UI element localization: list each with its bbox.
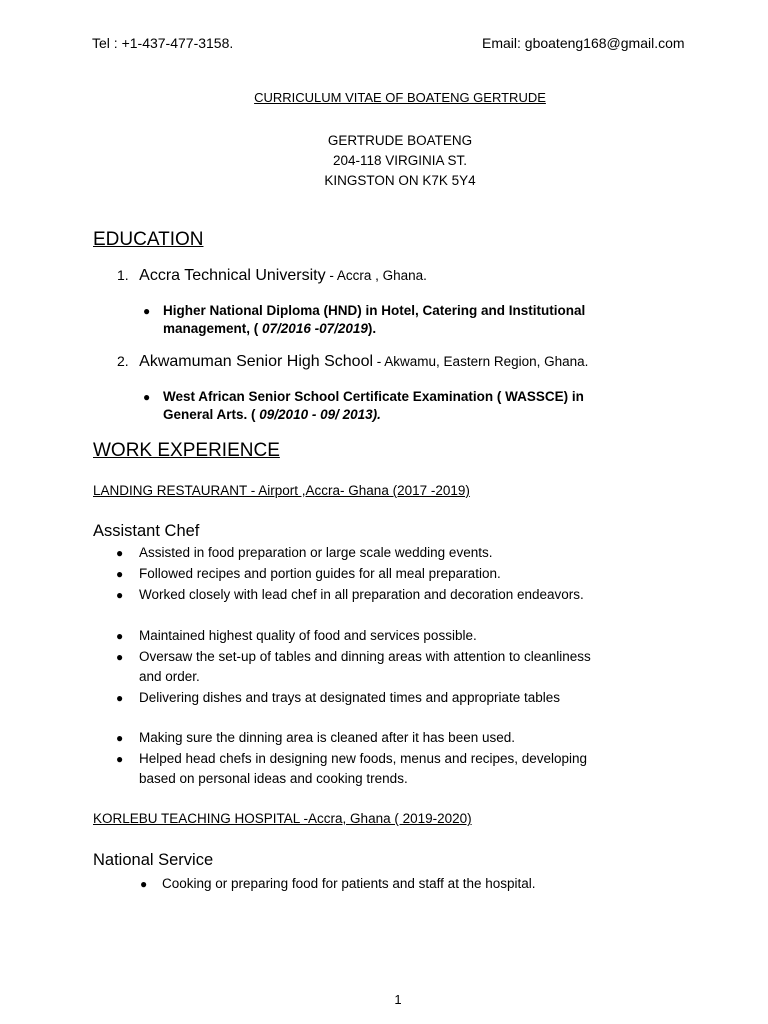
bullet-icon: ● (116, 752, 124, 766)
address-city: KINGSTON ON K7K 5Y4 (324, 173, 476, 188)
employer-title: LANDING RESTAURANT - Airport ,Accra- Ghana (2017 -2019) (93, 483, 470, 498)
education-item-1 (117, 267, 427, 285)
duty-item: Helped head chefs in designing new foods, menus and recipes, developing based on personal ideas and cooking trends. (139, 751, 588, 786)
bullet-icon: ● (116, 650, 124, 664)
education-item-number: 2. (117, 353, 129, 369)
education-detail-line-2 (163, 320, 585, 338)
cv-title: CURRICULUM VITAE OF BOATENG GERTRUDE (254, 90, 546, 105)
address-street: 204-118 VIRGINIA ST. (332, 153, 468, 168)
bullet-icon: ● (116, 546, 124, 560)
duty-item: Oversaw the set-up of tables and dinning areas with attention to cleanliness and order. (139, 649, 591, 684)
education-heading: EDUCATION (93, 229, 204, 250)
detail-prefix: General Arts. ( (163, 407, 260, 422)
email-text: Email: gboateng168@gmail.com (482, 35, 685, 51)
education-dates: 09/2010 - 09/ 2013). (259, 407, 381, 422)
education-detail-line: Higher National Diploma (HND) in Hotel, Catering and Institutional (163, 303, 586, 318)
institution-location: - Akwamu, Eastern Region, Ghana. (373, 354, 589, 369)
institution-name: Accra Technical University (139, 267, 326, 284)
bullet-icon: ● (116, 731, 124, 745)
detail-suffix: ). (367, 321, 377, 336)
employer-title: KORLEBU TEACHING HOSPITAL -Accra, Ghana ( 2019-2020) (93, 811, 472, 826)
education-detail-line: West African Senior School Certificate Examination ( WASSCE) in (163, 389, 584, 404)
duty-item: Cooking or preparing food for patients and staff at the hospital. (162, 876, 536, 891)
bullet-icon: ● (116, 629, 124, 643)
duty-item: Making sure the dinning area is cleaned after it has been used. (139, 730, 515, 745)
education-dates: 07/2016 -07/2019 (262, 321, 368, 336)
bullet-icon: ● (116, 567, 124, 581)
duty-item: Worked closely with lead chef in all preparation and decoration endeavors. (139, 587, 584, 602)
bullet-icon: ● (116, 691, 124, 705)
education-item-number: 1. (117, 267, 129, 283)
work-experience-heading: WORK EXPERIENCE (93, 440, 280, 461)
detail-prefix: management, ( (163, 321, 263, 336)
institution-name: Akwamuman Senior High School (139, 353, 374, 370)
page-number: 1 (394, 992, 402, 1007)
bullet-icon: ● (143, 304, 151, 318)
duty-item: Maintained highest quality of food and services possible. (139, 628, 477, 643)
telephone-text: Tel : +1-437-477-3158. (92, 35, 234, 51)
institution-location: - Accra , Ghana. (325, 268, 427, 283)
address-name: GERTRUDE BOATENG (327, 133, 473, 148)
education-item-2 (117, 353, 588, 371)
bullet-icon: ● (143, 390, 151, 404)
duty-item: Assisted in food preparation or large scale wedding events. (139, 545, 493, 560)
job-role: National Service (93, 851, 214, 869)
education-detail-2 (163, 388, 584, 424)
duty-item: Followed recipes and portion guides for all meal preparation. (139, 566, 501, 581)
job-role: Assistant Chef (93, 522, 200, 540)
education-detail-line-2 (163, 406, 584, 424)
bullet-icon: ● (116, 588, 124, 602)
education-detail-1 (163, 302, 585, 338)
duty-item: Delivering dishes and trays at designated times and appropriate tables (139, 690, 560, 705)
bullet-icon: ● (140, 877, 148, 891)
